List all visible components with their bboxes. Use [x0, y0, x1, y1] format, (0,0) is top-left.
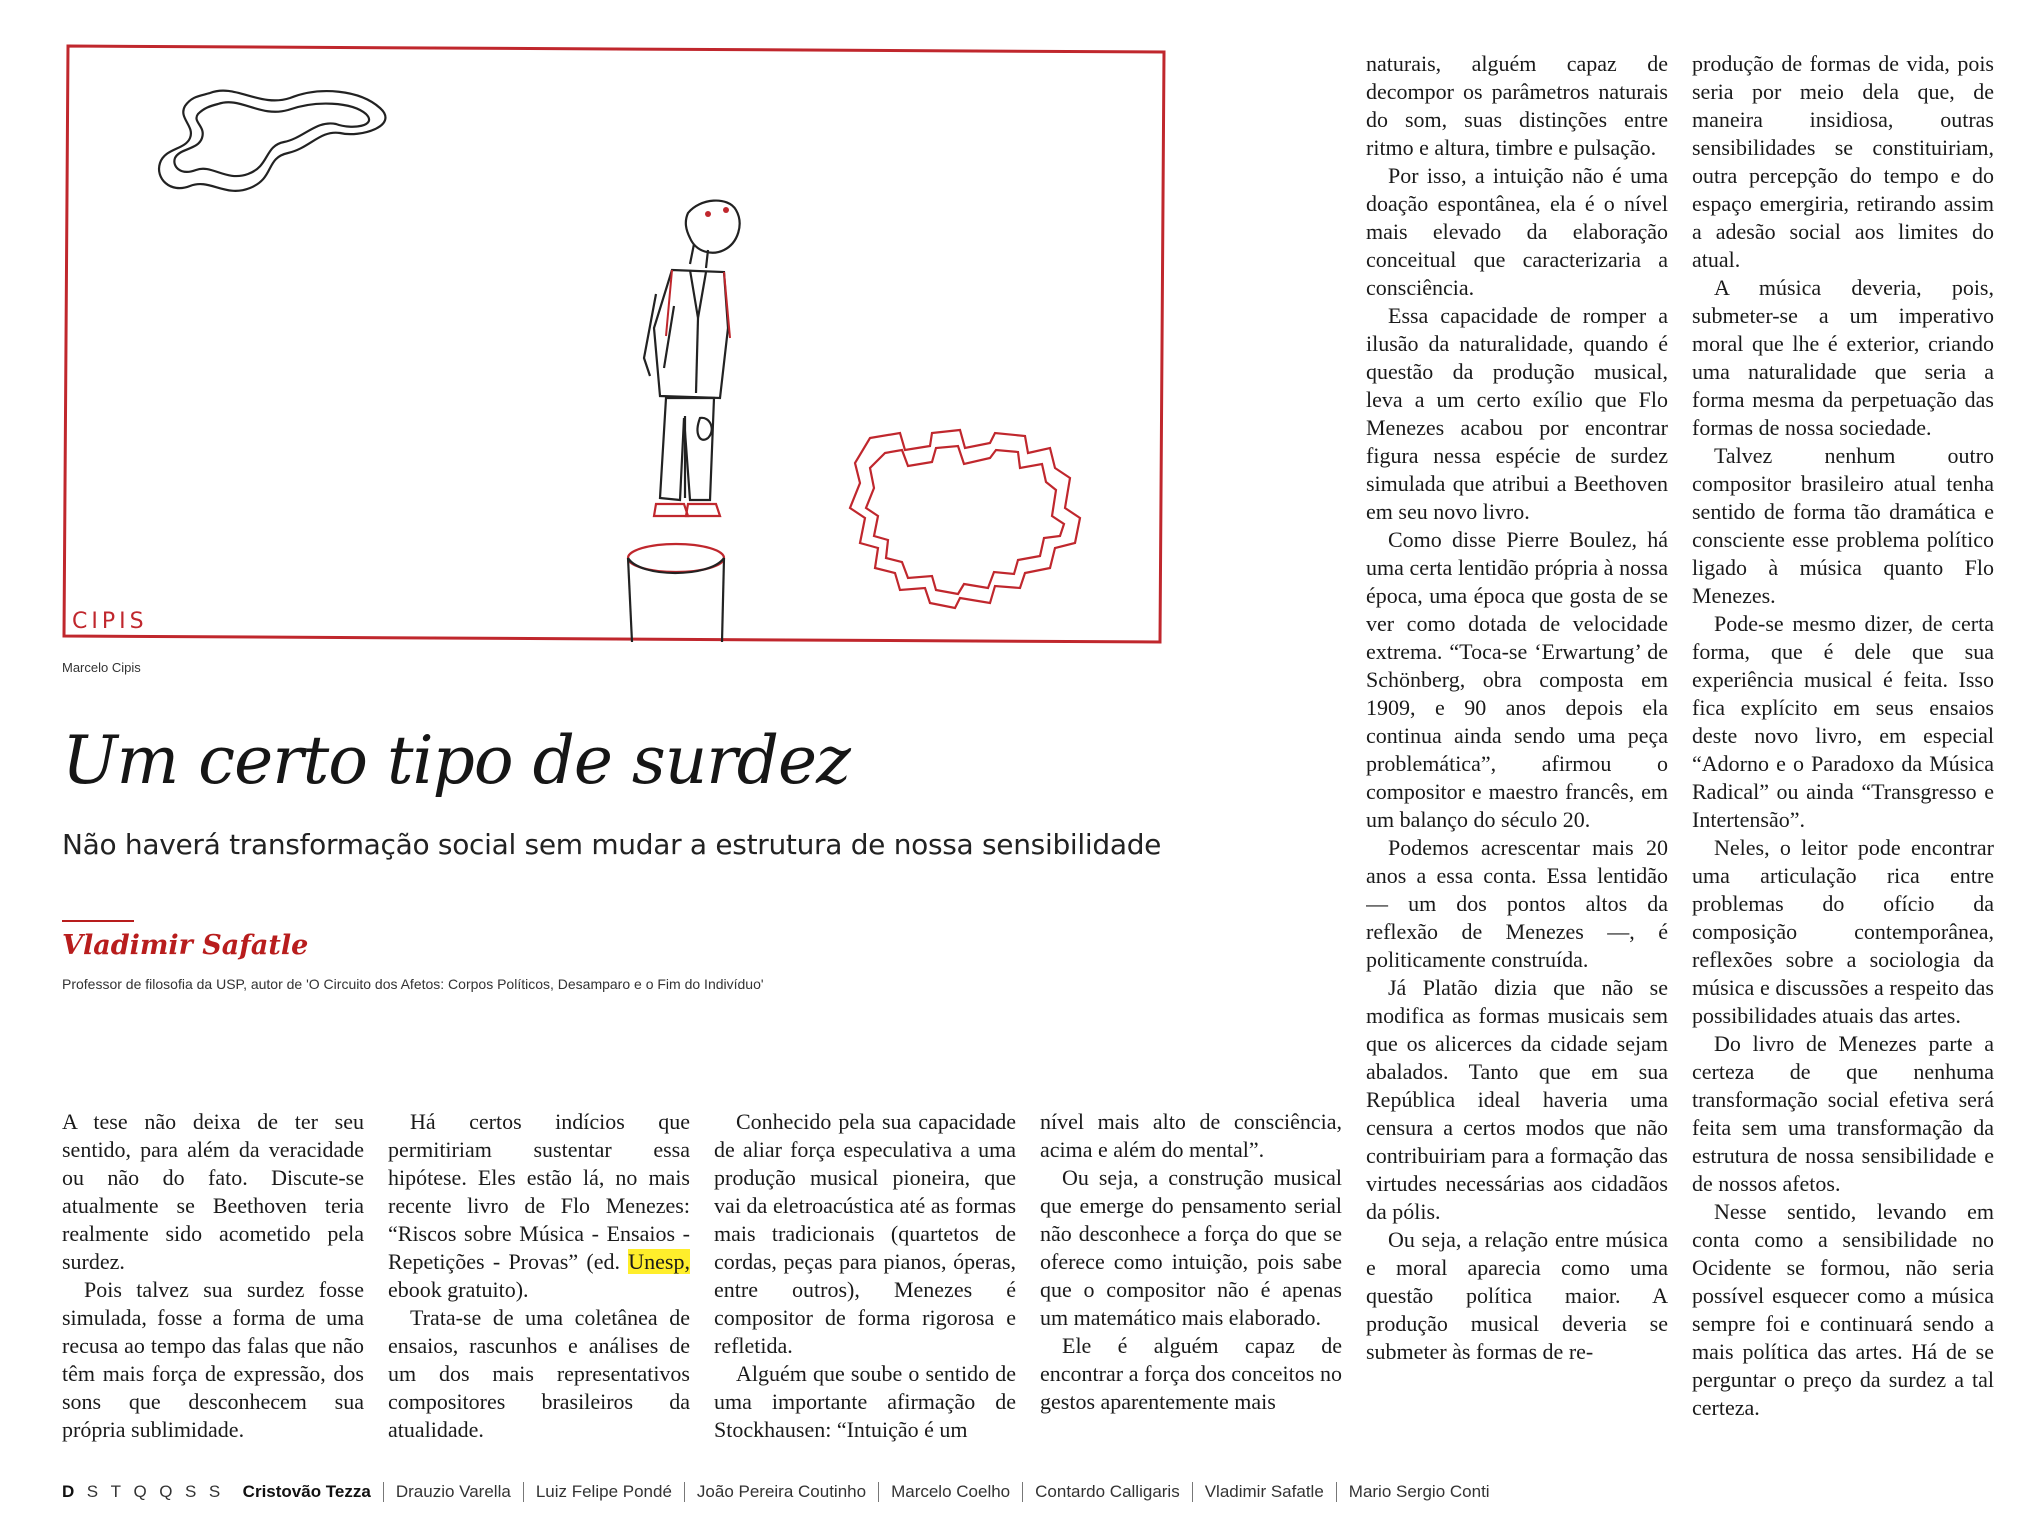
weekday-link[interactable]: D [62, 1482, 75, 1501]
paragraph: Podemos acrescentar mais 20 anos a essa conta. Essa lentidão — um dos pontos altos da reflexão de Menezes —, é politicamente construída. [1366, 835, 1668, 972]
body-column-4 [1040, 1108, 1342, 1448]
highlighted-text: Unesp, [628, 1249, 690, 1274]
pedestal [628, 544, 724, 642]
body-column-3 [714, 1108, 1016, 1448]
paragraph: Ou seja, a construção musical que emerge do pensamento serial não desconhece a força do que se oferece como intuição, pois sabe que o compositor não é apenas um matemático mais elaborado. [1040, 1165, 1342, 1330]
paragraph: nível mais alto de consciência, acima e além do mental”. [1040, 1109, 1342, 1162]
paragraph: Pois talvez sua surdez fosse simulada, fosse a forma de uma recusa ao tempo das falas que não têm mais força de expressão, dos sons que desconhecem sua própria sublimidade. [62, 1277, 364, 1442]
headline: Um certo tipo de surdez [62, 722, 850, 799]
paragraph: Essa capacidade de romper a ilusão da naturalidade, quando é questão da produção musical, leva a um certo exílio que Flo Menezes acabou por encontrar figura nessa espécie de surdez simulada que atribui a Beethoven em seu novo livro. [1366, 303, 1668, 524]
columnist-link[interactable]: Contardo Calligaris [1022, 1482, 1192, 1502]
paragraph: Alguém que soube o sentido de uma importante afirmação de Stockhausen: “Intuição é um [714, 1361, 1016, 1442]
author-bio: Professor de filosofia da USP, autor de 'O Circuito dos Afetos: Corpos Políticos, Desamparo e o Fim do Indivíduo' [62, 976, 764, 992]
paragraph: Do livro de Menezes parte a certeza de que nenhuma transformação social efetiva será feita sem uma transformação da estrutura de nossa sensibilidade e de nossos afetos. [1692, 1031, 1994, 1196]
columnist-link[interactable]: Drauzio Varella [383, 1482, 523, 1502]
paragraph: Ele é alguém capaz de encontrar a força dos conceitos no gestos aparentemente mais [1040, 1333, 1342, 1414]
cloud-doodle [159, 91, 385, 191]
paragraph: A música deveria, pois, submeter-se a um imperativo moral que lhe é exterior, criando uma naturalidade que seria a forma mesma da perpetuação das formas de nossa sociedade. [1692, 275, 1994, 440]
weekday-link[interactable]: S [208, 1482, 221, 1501]
paragraph: Nesse sentido, levando em conta como a sensibilidade no Ocidente se formou, não seria possível esquecer como a música sempre foi e continuará sendo a mais política das artes. Há de se perguntar o preço da surdez a tal certeza. [1692, 1199, 1994, 1420]
paragraph: naturais, alguém capaz de decompor os parâmetros naturais do som, suas distinções entre ritmo e altura, timbre e pulsação. [1366, 51, 1668, 160]
paragraph: A tese não deixa de ter seu sentido, para além da veracidade ou não do fato. Discute-se atualmente se Beethoven teria realmente sido acometido pela surdez. [62, 1109, 364, 1274]
author-name[interactable]: Vladimir Safatle [62, 930, 309, 961]
body-column-6 [1692, 50, 1994, 1445]
columnist-link[interactable]: Cristovão Tezza [242, 1482, 371, 1501]
paragraph: Talvez nenhum outro compositor brasileiro atual tenha sentido de forma tão dramática e consciente esse problema político ligado à música quanto Flo Menezes. [1692, 443, 1994, 608]
paragraph-text: ebook gratuito). [388, 1277, 529, 1302]
columnist-link[interactable]: João Pereira Coutinho [684, 1482, 878, 1502]
columnist-nav [62, 1482, 1502, 1502]
author-rule [62, 920, 134, 922]
paragraph [388, 1108, 690, 1304]
paragraph: Já Platão dizia que não se modifica as formas musicais sem que os alicerces da cidade sejam abalados. Tanto que em sua República ideal haveria uma censura a certos modos que não contribuiriam para a formação das virtudes necessárias aos cidadãos da pólis. [1366, 975, 1668, 1224]
body-column-5 [1366, 50, 1668, 1445]
man-figure [644, 201, 740, 516]
cartoon-drawing [60, 38, 1172, 652]
weekday-link[interactable]: Q [159, 1482, 173, 1501]
columnist-link[interactable]: Marcelo Coelho [878, 1482, 1022, 1502]
paragraph: produção de formas de vida, pois seria por meio dela que, de maneira insidiosa, outras sensibilidades se constituiriam, outra percepção do tempo e do espaço emergiria, retirando assim a adesão social aos limites do atual. [1692, 51, 1994, 272]
frame [64, 46, 1164, 642]
paragraph: Pode-se mesmo dizer, de certa forma, que é dele que sua experiência musical é feita. Isso fica explícito em seus ensaios deste novo livro, em especial “Adorno e o Paradoxo da Música Radical” ou ainda “Transgresso e Intertensão”. [1692, 611, 1994, 832]
paragraph-text: Há certos indícios que permitiriam sustentar essa hipótese. Eles estão lá, no mais recente livro de Flo Menezes: “Riscos sobre Música - Ensaios - Repetições - Provas” (ed. [388, 1109, 690, 1274]
columnist-link[interactable]: Mario Sergio Conti [1336, 1482, 1502, 1502]
body-column-2 [388, 1108, 690, 1448]
body-column-1 [62, 1108, 364, 1448]
weekday-link[interactable]: T [110, 1482, 122, 1501]
weekday-link[interactable]: S [86, 1482, 99, 1501]
paragraph: Como disse Pierre Boulez, há uma certa lentidão própria à nossa época, uma época que gosta de se ver como dotada de velocidade extrema. “Toca-se ‘Erwartung’ de Schönberg, obra composta em 1909, e 90 anos depois ela continua ainda sendo uma peça problemática”, afirmou o compositor e maestro francês, em um balanço do século 20. [1366, 527, 1668, 832]
red-maze-doodle [850, 430, 1080, 608]
paragraph: Neles, o leitor pode encontrar uma articulação rica entre problemas do ofício da composição contemporânea, reflexões sobre a sociologia da música e discussões a respeito das possibilidades atuais das artes. [1692, 835, 1994, 1028]
weekday-nav [62, 1482, 233, 1502]
weekday-link[interactable]: S [184, 1482, 197, 1501]
columnist-link[interactable]: Vladimir Safatle [1192, 1482, 1336, 1502]
paragraph: Ou seja, a relação entre música e moral aparecia como uma questão política maior. A produção musical deveria se submeter às formas de re- [1366, 1227, 1668, 1364]
paragraph: Conhecido pela sua capacidade de aliar força especulativa a uma produção musical pioneira, que vai da eletroacústica até as formas mais tradicionais (quartetos de cordas, peças para pianos, óperas, entre outros), Menezes é compositor de forma rigorosa e refletida. [714, 1109, 1016, 1358]
weekday-link[interactable]: Q [133, 1482, 148, 1501]
photo-credit: Marcelo Cipis [62, 660, 141, 675]
subheadline: Não haverá transformação social sem mudar a estrutura de nossa sensibilidade [62, 828, 1162, 861]
paragraph: Trata-se de uma coletânea de ensaios, rascunhos e análises de um dos mais representativos compositores brasileiros da atualidade. [388, 1305, 690, 1442]
paragraph: Por isso, a intuição não é uma doação espontânea, ela é o nível mais elevado da elaboração conceitual que caracterizaria a consciência. [1366, 163, 1668, 300]
artist-signature: CIPIS [72, 609, 148, 634]
illustration [60, 38, 1172, 652]
columnist-link[interactable]: Luiz Felipe Pondé [523, 1482, 684, 1502]
